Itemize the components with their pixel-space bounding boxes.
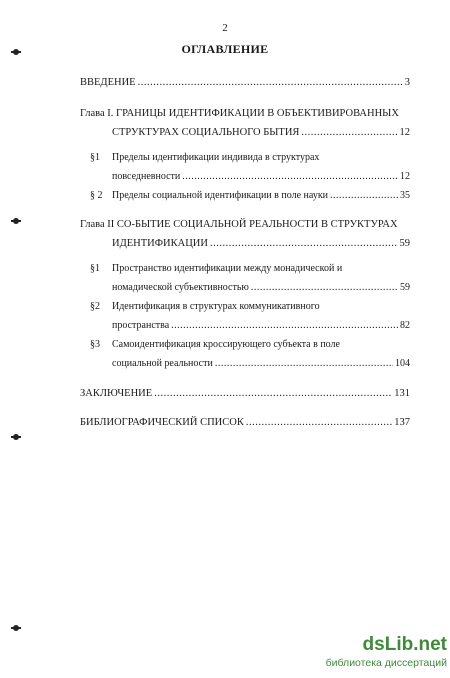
toc-label: ЗАКЛЮЧЕНИЕ [80,388,153,399]
punch-hole-mark [13,218,19,224]
toc-section-1-1[interactable] [112,170,410,183]
toc-entry-conclusion[interactable] [80,387,410,400]
toc-leader [330,189,398,202]
toc-label: номадической субъективностью [112,282,249,293]
toc-label: Пределы социальной идентификации в поле науки [112,190,329,201]
toc-label: СТРУКТУРАХ СОЦИАЛЬНОГО БЫТИЯ [112,127,300,138]
toc-leader [246,416,392,429]
toc-label: повседневности [112,171,181,182]
toc-page: 35 [400,190,410,201]
toc-section-number: §2 [90,301,100,312]
toc-chapter-2[interactable] [112,237,410,250]
toc-entry-bibliography[interactable] [80,416,410,429]
toc-section-number: §1 [90,152,100,163]
toc-leader [210,237,398,250]
toc-page: 12 [400,171,410,182]
toc-label: ИДЕНТИФИКАЦИИ [112,238,208,249]
toc-label: социальной реальности [112,358,213,369]
page-title: ОГЛАВЛЕНИЕ [181,42,269,56]
watermark-subtitle: библиотека диссертаций [325,657,447,669]
toc-label: БИБЛИОГРАФИЧЕСКИЙ СПИСОК [80,417,244,428]
toc-page: 104 [395,358,410,369]
toc-page: 3 [404,77,410,88]
toc-section-number: §1 [90,263,100,274]
toc-leader [301,126,397,139]
toc-section-2-1[interactable] [112,281,410,294]
toc-entry-introduction[interactable] [80,76,410,89]
toc-leader [251,281,398,294]
toc-leader [171,319,398,332]
toc-page: 82 [400,320,410,331]
toc-section-1-2[interactable] [112,189,410,202]
punch-hole-mark [13,49,19,55]
toc-chapter-2-line1[interactable]: Глава II СО-БЫТИЕ СОЦИАЛЬНОЙ РЕАЛЬНОСТИ В СТРУКТУРАХ [80,219,398,230]
toc-page: 12 [399,127,410,138]
toc-label: ВВЕДЕНИЕ [80,77,136,88]
toc-leader [182,170,398,183]
watermark [312,634,447,669]
toc-page: 59 [400,282,410,293]
page-number: 2 [222,22,228,34]
toc-section-2-3-line1[interactable]: Самоидентификация кроссирующего субъекта в поле [112,339,340,350]
toc-section-number: § 2 [90,190,103,201]
toc-chapter-1[interactable] [112,126,410,139]
toc-page: 131 [394,388,410,399]
toc-section-1-1-line1[interactable]: Пределы идентификации индивида в структурах [112,152,320,163]
toc-chapter-1-line1[interactable]: Глава I. ГРАНИЦЫ ИДЕНТИФИКАЦИИ В ОБЪЕКТИВИРОВАННЫХ [80,108,399,119]
toc-section-2-2-line1[interactable]: Идентификация в структурах коммуникативного [112,301,320,312]
punch-hole-mark [13,625,19,631]
toc-section-2-1-line1[interactable]: Пространство идентификации между монадической и [112,263,343,274]
toc-section-number: §3 [90,339,100,350]
toc-leader [138,76,403,89]
watermark-logo: dsLib.net [362,634,447,655]
toc-leader [215,357,393,370]
toc-page: 137 [394,417,410,428]
toc-section-2-2[interactable] [112,319,410,332]
toc-leader [154,387,392,400]
toc-page: 59 [399,238,410,249]
punch-hole-mark [13,434,19,440]
toc-section-2-3[interactable] [112,357,410,370]
toc-label: пространства [112,320,170,331]
